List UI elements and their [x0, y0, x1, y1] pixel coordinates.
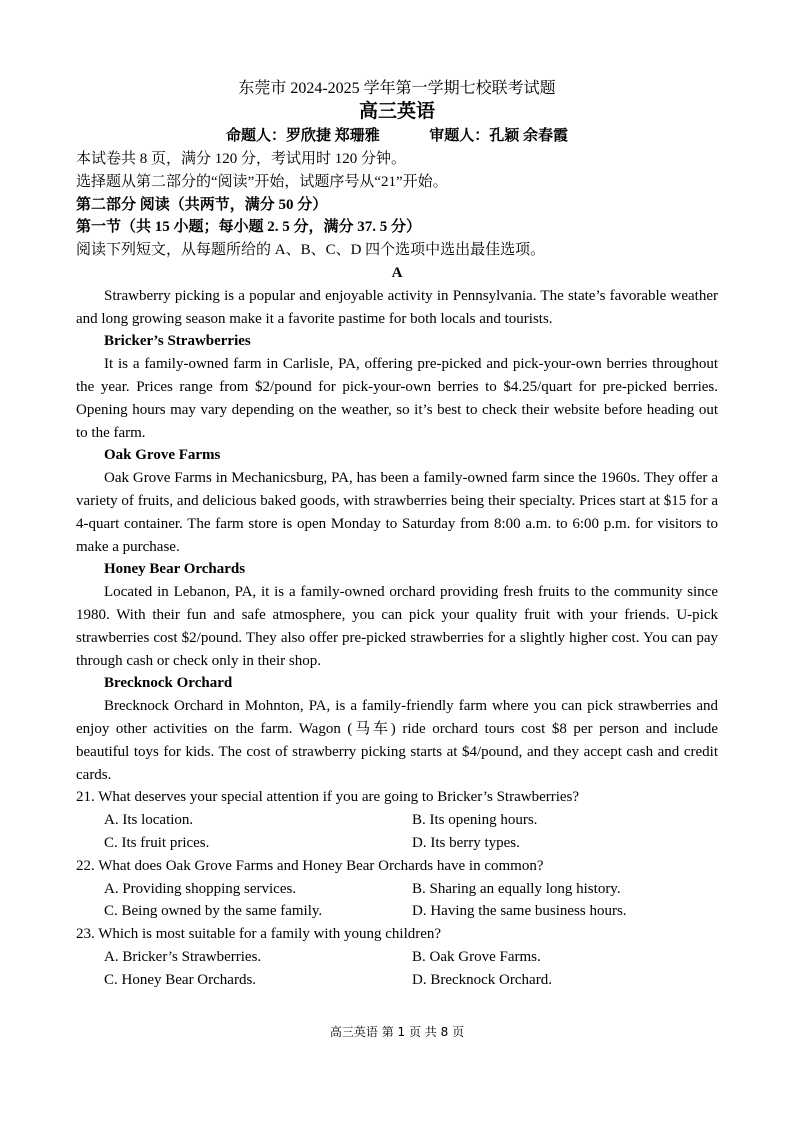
- page-footer: 高三英语 第 1 页 共 8 页: [329, 1025, 465, 1039]
- farm-text: Brecknock Orchard in Mohnton, PA, is a family-friendly farm where you can pick strawberries and enjoy other activities on the farm. Wagon (马车) ride orchard tours cost $8 per person and include beautiful toys for kids. The cost of strawberry picking starts at $4/pound, and they accept cash and credit cards.: [76, 698, 718, 783]
- intro-line-1: 本试卷共 8 页，满分 120 分，考试用时 120 分钟。: [76, 151, 407, 167]
- question-21: [76, 786, 718, 854]
- question-22: [76, 855, 718, 923]
- option-a: A. Its location.: [104, 812, 194, 829]
- option-d: D. Having the same business hours.: [412, 903, 627, 920]
- question-stem: 23. Which is most suitable for a family with young children?: [76, 926, 442, 943]
- passage-intro: Strawberry picking is a popular and enjoyable activity in Pennsylvania. The state’s favorable weather and long growing season make it a favorite pastime for both locals and tourists.: [76, 287, 718, 327]
- option-a: A. Bricker’s Strawberries.: [104, 948, 262, 965]
- option-b: B. Sharing an equally long history.: [412, 880, 621, 897]
- farm-text: Oak Grove Farms in Mechanicsburg, PA, has been a family-owned farm since the 1960s. They offer a variety of fruits, and delicious baked goods, with strawberries being their specialty. Prices start at $15 for a 4-quart container. The farm store is open Monday to Saturday from 8:00 a.m. to 6:00 p.m. for visitors to make a purchase.: [76, 470, 718, 555]
- option-a: A. Providing shopping services.: [104, 880, 297, 897]
- farm-text: Located in Lebanon, PA, it is a family-owned orchard providing fresh fruits to the community since 1980. With their fun and safe atmosphere, you can pick your quality fruit with your friends. U-pick strawberries cost $2/pound. They also offer pre-picked strawberries for a slightly higher cost. You can pay through cash or check only in their shop.: [76, 584, 718, 669]
- option-c: C. Its fruit prices.: [104, 834, 210, 851]
- options-row: [76, 832, 718, 855]
- option-d: D. Its berry types.: [412, 834, 520, 851]
- options-row: [76, 969, 718, 992]
- reviewers: 审题人：孔颖 余春霞: [429, 128, 569, 144]
- part-heading: 第二部分 阅读（共两节，满分 50 分）: [76, 196, 328, 213]
- exam-page: [76, 78, 718, 991]
- options-row: [76, 946, 718, 969]
- options-row: [76, 809, 718, 832]
- subject-title: 高三英语: [358, 101, 435, 122]
- question-23: [76, 923, 718, 991]
- option-b: B. Its opening hours.: [412, 812, 538, 829]
- section-heading: 第一节（共 15 小题；每小题 2. 5 分，满分 37. 5 分）: [76, 219, 422, 236]
- credits-line: [76, 124, 718, 148]
- question-stem: 21. What deserves your special attention if you are going to Bricker’s Strawberries?: [76, 789, 580, 806]
- farm-name: Brecknock Orchard: [104, 675, 233, 692]
- option-c: C. Honey Bear Orchards.: [104, 971, 257, 988]
- authors: 命题人：罗欣捷 郑珊雅: [225, 128, 380, 144]
- option-c: C. Being owned by the same family.: [104, 903, 323, 920]
- option-d: D. Brecknock Orchard.: [412, 971, 552, 988]
- farm-text: It is a family-owned farm in Carlisle, PA, offering pre-picked and pick-your-own berries throughout the year. Prices range from $2/pound for pick-your-own berries to $4.25/quart for pre-picked berries. Opening hours may vary depending on the weather, so it’s best to check their website before heading out to the farm.: [76, 356, 718, 441]
- passage-letter: A: [391, 264, 403, 281]
- options-row: [76, 878, 718, 901]
- question-stem: 22. What does Oak Grove Farms and Honey Bear Orchards have in common?: [76, 857, 544, 874]
- instruction: 阅读下列短文，从每题所给的 A、B、C、D 四个选项中选出最佳选项。: [76, 242, 546, 259]
- options-row: [76, 900, 718, 923]
- option-b: B. Oak Grove Farms.: [412, 948, 541, 965]
- farm-name: Honey Bear Orchards: [104, 561, 246, 578]
- exam-title: 东莞市 2024-2025 学年第一学期七校联考试题: [238, 80, 556, 97]
- farm-name: Oak Grove Farms: [104, 447, 221, 464]
- farm-name: Bricker’s Strawberries: [104, 333, 251, 350]
- intro-line-2: 选择题从第二部分的“阅读”开始，试题序号从“21”开始。: [76, 173, 448, 190]
